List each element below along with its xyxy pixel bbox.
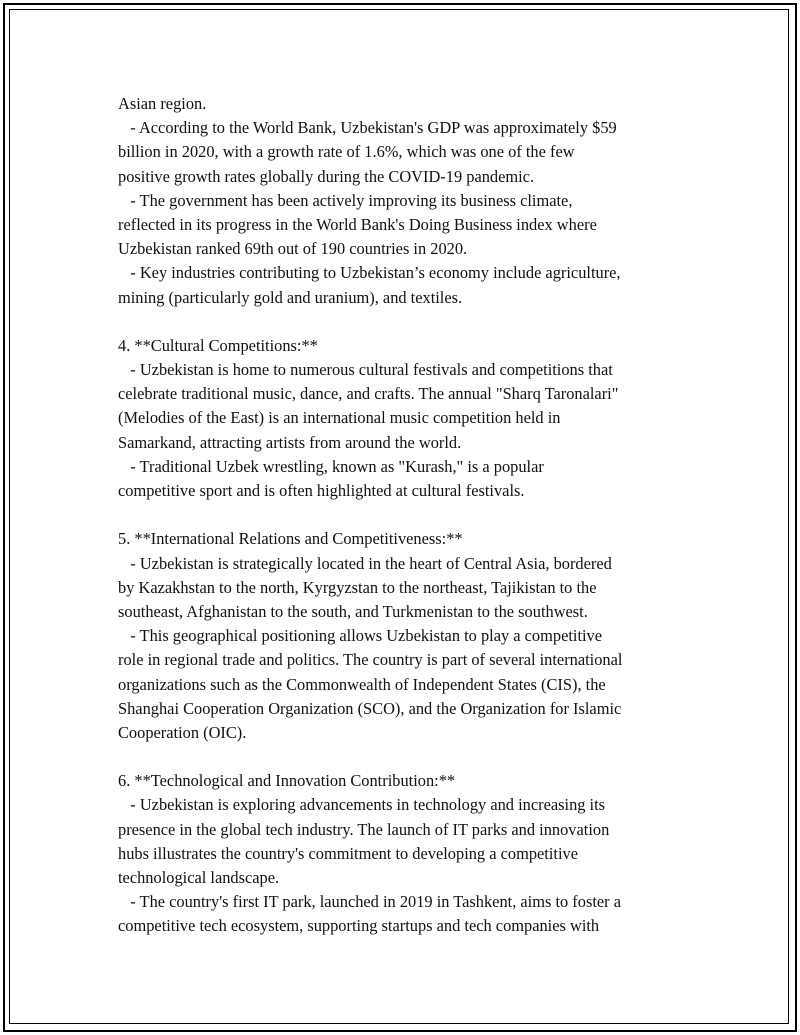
text-line: organizations such as the Commonwealth of Independent States (CIS), the: [118, 674, 606, 694]
text-line: presence in the global tech industry. The launch of IT parks and innovation: [118, 819, 610, 839]
document-body: [118, 92, 718, 939]
text-section: [118, 769, 718, 938]
text-line: Asian region.: [118, 94, 207, 113]
text-line: Samarkand, attracting artists from around the world.: [118, 432, 462, 452]
text-line: positive growth rates globally during the COVID-19 pandemic.: [118, 166, 535, 186]
text-line: - Uzbekistan is home to numerous cultural festivals and competitions that: [118, 360, 613, 380]
text-line: 4. **Cultural Competitions:**: [118, 335, 318, 355]
text-line: competitive tech ecosystem, supporting startups and tech companies with: [118, 916, 600, 936]
text-line: role in regional trade and politics. The country is part of several international: [118, 650, 623, 670]
text-section: [118, 92, 718, 310]
text-line: Cooperation (OIC).: [118, 722, 247, 742]
text-line: Uzbekistan ranked 69th out of 190 countries in 2020.: [118, 239, 468, 259]
text-section: [118, 527, 718, 745]
text-section: [118, 334, 718, 503]
text-line: - Traditional Uzbek wrestling, known as "Kurash," is a popular: [118, 456, 544, 476]
text-line: mining (particularly gold and uranium), and textiles.: [118, 287, 463, 307]
text-line: celebrate traditional music, dance, and crafts. The annual "Sharq Taronalari": [118, 384, 619, 404]
text-line: - Uzbekistan is exploring advancements in technology and increasing its: [118, 795, 606, 815]
text-line: (Melodies of the East) is an international music competition held in: [118, 408, 561, 428]
text-line: - According to the World Bank, Uzbekistan's GDP was approximately $59: [118, 118, 617, 138]
text-line: - Uzbekistan is strategically located in the heart of Central Asia, bordered: [118, 553, 612, 573]
text-line: competitive sport and is often highlighted at cultural festivals.: [118, 481, 525, 500]
text-line: - The country's first IT park, launched in 2019 in Tashkent, aims to foster a: [118, 892, 621, 912]
text-line: hubs illustrates the country's commitment to developing a competitive: [118, 843, 578, 863]
text-line: by Kazakhstan to the north, Kyrgyzstan to the northeast, Tajikistan to the: [118, 577, 597, 597]
text-line: 5. **International Relations and Competitiveness:**: [118, 529, 463, 549]
text-line: billion in 2020, with a growth rate of 1.6%, which was one of the few: [118, 142, 575, 162]
paragraph-gap: [118, 310, 718, 334]
text-line: southeast, Afghanistan to the south, and Turkmenistan to the southwest.: [118, 601, 588, 621]
paragraph-gap: [118, 745, 718, 769]
text-line: reflected in its progress in the World Bank's Doing Business index where: [118, 214, 597, 234]
text-line: technological landscape.: [118, 868, 280, 887]
text-line: - Key industries contributing to Uzbekistan’s economy include agriculture,: [118, 263, 621, 283]
text-line: Shanghai Cooperation Organization (SCO), and the Organization for Islamic: [118, 698, 622, 718]
text-line: 6. **Technological and Innovation Contribution:**: [118, 771, 456, 791]
paragraph-gap: [118, 503, 718, 527]
text-line: - This geographical positioning allows Uzbekistan to play a competitive: [118, 626, 603, 646]
text-line: - The government has been actively improving its business climate,: [118, 190, 573, 210]
